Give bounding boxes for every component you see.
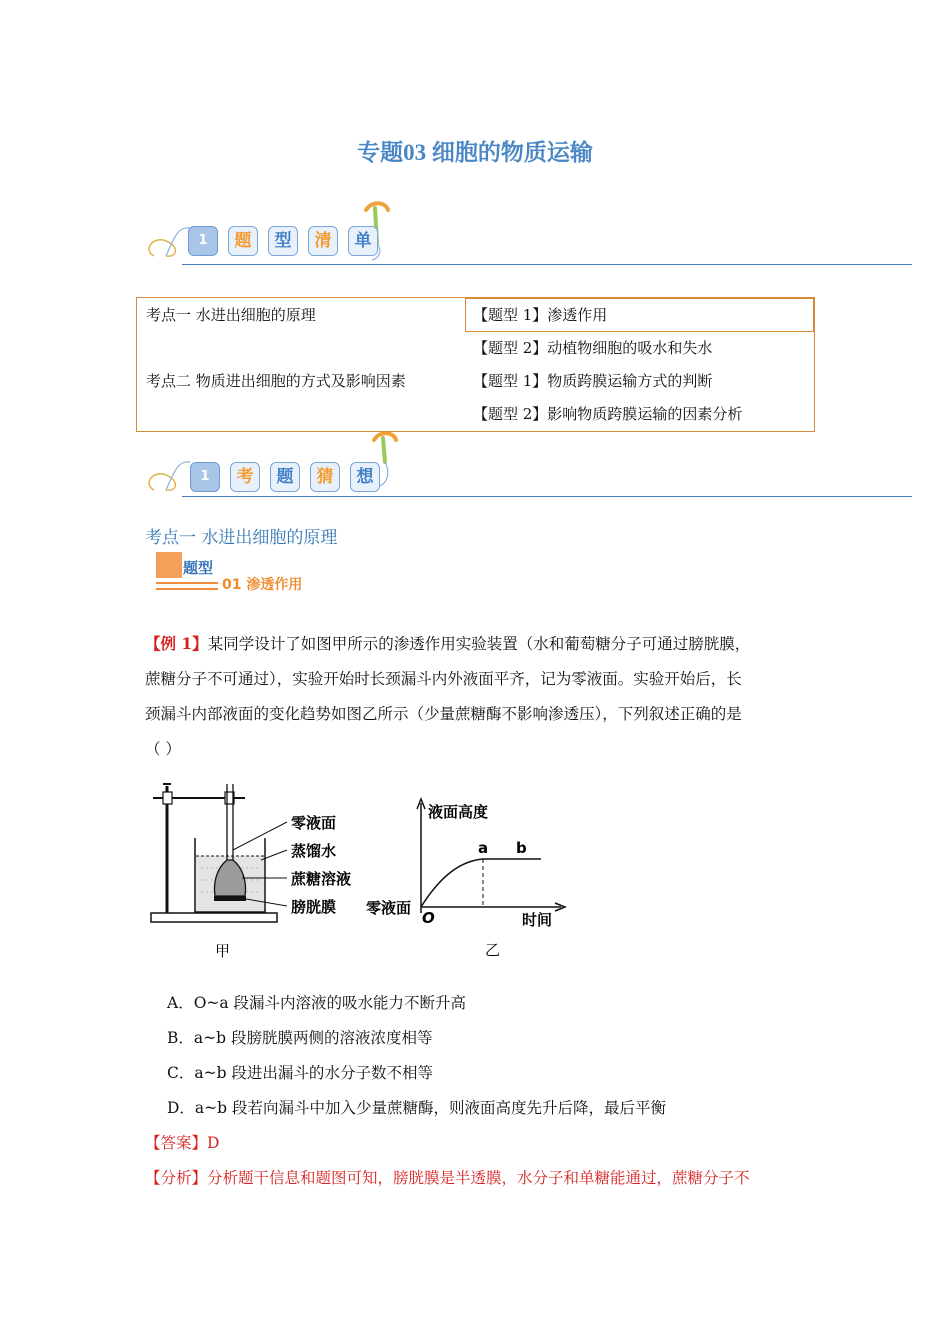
- banner-char-badge: 想: [350, 462, 380, 492]
- banner-char-badge: 猜: [310, 462, 340, 492]
- question-type-subtitle: 01 渗透作用: [222, 577, 303, 593]
- banner-char-badge: 清: [308, 226, 338, 256]
- banner-divider: [182, 264, 912, 265]
- y-axis-label: 液面高度: [428, 803, 489, 821]
- analysis-line: [145, 1166, 805, 1188]
- answer-line: [145, 1131, 219, 1153]
- analysis-tag: 【分析】: [145, 1169, 208, 1187]
- answer-tag: 【答案】: [145, 1134, 208, 1152]
- section-heading: 考点一 水进出细胞的原理: [145, 528, 338, 548]
- zero-level-label: 零液面: [366, 899, 412, 917]
- topic-table: [136, 297, 815, 432]
- banner-char-badge: 单: [348, 226, 378, 256]
- figure-level-chart: [366, 795, 576, 965]
- option-a: A．O~a 段漏斗内溶液的吸水能力不断升高: [167, 994, 467, 1012]
- figure-apparatus: [145, 778, 375, 968]
- banner-predictions: [140, 432, 920, 502]
- answer-value: D: [207, 1134, 220, 1152]
- example-line: 颈漏斗内部液面的变化趋势如图乙所示（少量蔗糖酶不影响渗透压），下列叙述正确的是: [145, 705, 742, 723]
- option-c: C．a~b 段进出漏斗的水分子数不相等: [167, 1064, 433, 1082]
- question-type-underline: [156, 582, 218, 590]
- option-b: B．a~b 段膀胱膜两侧的溶液浓度相等: [167, 1029, 433, 1047]
- option-d: D．a~b 段若向漏斗中加入少量蔗糖酶，则液面高度先升后降，最后平衡: [167, 1099, 667, 1117]
- banner-char-badge: 题: [270, 462, 300, 492]
- x-axis-label: 时间: [522, 911, 553, 929]
- question-type-label: 题型: [183, 559, 214, 577]
- banner-number-badge: 1: [190, 462, 220, 492]
- origin-label: O: [422, 909, 435, 927]
- caption-jia: 甲: [215, 942, 231, 960]
- example-tag: 【例 1】: [145, 634, 208, 653]
- question-type-marker: [156, 552, 182, 578]
- analysis-text: 分析题干信息和题图可知，膀胱膜是半透膜，水分子和单糖能通过，蔗糖分子不: [207, 1169, 750, 1187]
- topic-right-1: 【题型 1】渗透作用: [473, 306, 608, 324]
- example-question: [145, 626, 805, 767]
- example-line: 蔗糖分子不可通过），实验开始时长颈漏斗内外液面平齐，记为零液面。实验开始后，长: [145, 670, 742, 688]
- topic-left-1: 考点一 水进出细胞的原理: [146, 306, 316, 324]
- page-title: 专题03 细胞的物质运输: [357, 140, 593, 165]
- example-line: 某同学设计了如图甲所示的渗透作用实验装置（水和葡萄糖分子可通过膀胱膜，: [207, 635, 751, 653]
- topic-right-2: 【题型 2】动植物细胞的吸水和失水: [473, 339, 713, 357]
- point-a-label: a: [478, 839, 489, 857]
- label-distilled-water: 蒸馏水: [291, 842, 337, 860]
- label-sucrose-solution: 蔗糖溶液: [291, 870, 352, 888]
- topic-left-2: 考点二 物质进出细胞的方式及影响因素: [146, 372, 406, 390]
- point-b-label: b: [516, 839, 527, 857]
- banner-number-badge: 1: [188, 226, 218, 256]
- banner-char-badge: 型: [268, 226, 298, 256]
- banner-char-badge: 考: [230, 462, 260, 492]
- topic-right-4: 【题型 2】影响物质跨膜运输的因素分析: [473, 405, 743, 423]
- caption-yi: 乙: [485, 941, 501, 959]
- banner-char-badge: 题: [228, 226, 258, 256]
- banner-question-types: [140, 198, 920, 268]
- label-zero-level: 零液面: [291, 814, 337, 832]
- example-line: （ ）: [145, 740, 181, 758]
- banner-divider: [182, 496, 912, 497]
- label-bladder-membrane: 膀胱膜: [291, 898, 337, 916]
- topic-right-3: 【题型 1】物质跨膜运输方式的判断: [473, 372, 713, 390]
